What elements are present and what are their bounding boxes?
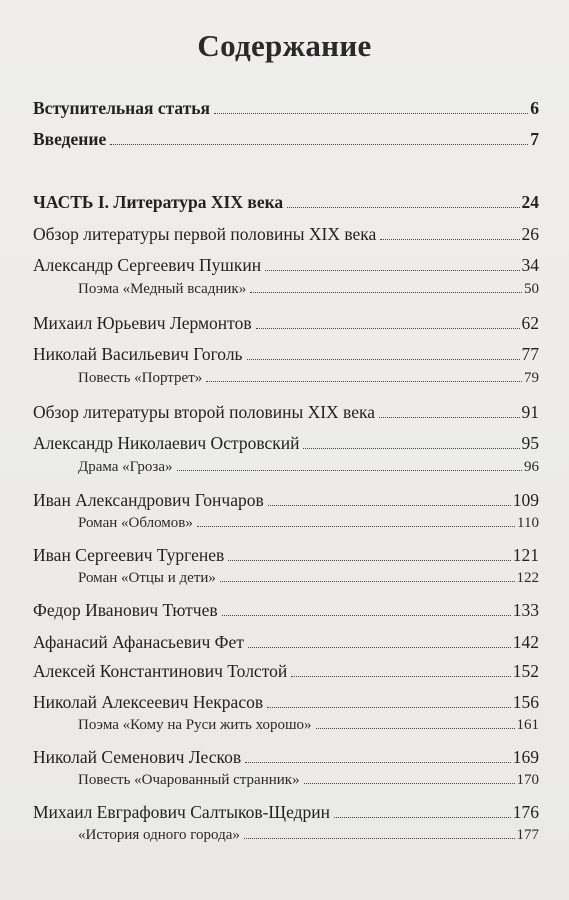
toc-entry (33, 313, 539, 339)
toc-entry-label: Введение (33, 129, 107, 149)
dot-leader (304, 783, 515, 784)
toc-subentry (78, 827, 539, 853)
toc-entry (33, 632, 539, 658)
dot-leader (214, 113, 528, 114)
dot-leader (316, 728, 515, 729)
dot-leader (244, 838, 515, 839)
toc-page-number: 177 (516, 827, 539, 843)
toc-entry-label: Иван Александрович Гончаров (33, 490, 264, 510)
toc-entry (33, 433, 539, 459)
toc-page-number: 170 (516, 772, 539, 788)
dot-leader (267, 707, 511, 708)
toc-page-number: 34 (521, 255, 539, 275)
toc-page-number: 133 (512, 600, 539, 620)
toc-entry-label: Александр Сергеевич Пушкин (33, 255, 262, 275)
toc-entry (33, 692, 539, 718)
dot-leader (268, 505, 511, 506)
toc-entry (33, 224, 539, 250)
toc-entry-label: Михаил Юрьевич Лермонтов (33, 313, 252, 333)
toc-page-number: 122 (516, 570, 539, 586)
toc-entry-label: ЧАСТЬ I. Литература XIX века (33, 192, 284, 212)
dot-leader (245, 762, 511, 763)
toc-subentry (78, 370, 539, 396)
toc-entry-label: Роман «Отцы и дети» (78, 570, 216, 586)
toc-page-number: 24 (521, 192, 539, 212)
toc-entry (33, 661, 539, 687)
toc-entry (33, 802, 539, 828)
toc-entry-label: Обзор литературы первой половины XIX века (33, 224, 377, 244)
toc-subentry (78, 281, 539, 307)
toc-page-number: 169 (512, 747, 539, 767)
dot-leader (334, 817, 511, 818)
dot-leader (379, 417, 520, 418)
toc-entry-label: Драма «Гроза» (78, 459, 173, 475)
toc-page-number: 176 (512, 802, 539, 822)
dot-leader (303, 448, 519, 449)
dot-leader (287, 207, 519, 208)
toc-entry-label: Александр Николаевич Островский (33, 433, 300, 453)
toc-entry (33, 192, 539, 218)
toc-page-number: 161 (516, 717, 539, 733)
toc-page-number: 152 (512, 661, 539, 681)
toc-entry-label: Роман «Обломов» (78, 515, 193, 531)
toc-page-number: 79 (524, 370, 539, 386)
toc-entry-label: Федор Иванович Тютчев (33, 600, 218, 620)
dot-leader (177, 470, 523, 471)
toc-entry (33, 98, 539, 124)
dot-leader (380, 239, 519, 240)
toc-page-number: 26 (521, 224, 539, 244)
toc-entry (33, 344, 539, 370)
toc-subentry (78, 515, 539, 541)
toc-entry-label: Повесть «Портрет» (78, 370, 203, 386)
toc-entry (33, 747, 539, 773)
toc-subentry (78, 459, 539, 485)
dot-leader (247, 359, 520, 360)
dot-leader (110, 144, 528, 145)
toc-entry (33, 600, 539, 626)
toc-page-number: 95 (521, 433, 539, 453)
toc-entry-label: Михаил Евграфович Салтыков-Щедрин (33, 802, 330, 822)
toc-page-number: 142 (512, 632, 539, 652)
toc-subentry (78, 772, 539, 798)
dot-leader (228, 560, 510, 561)
toc-entry (33, 490, 539, 516)
page-title: Содержание (197, 28, 372, 63)
toc-entry-label: Вступительная статья (33, 98, 211, 118)
dot-leader (197, 526, 515, 527)
toc-entry-label: Николай Васильевич Гоголь (33, 344, 243, 364)
toc-page-number: 50 (524, 281, 539, 297)
toc-entry (33, 545, 539, 571)
toc-page-number: 6 (530, 98, 539, 118)
dot-leader (220, 581, 515, 582)
toc-entry-label: Алексей Константинович Толстой (33, 661, 288, 681)
dot-leader (206, 381, 522, 382)
toc-page-number: 156 (512, 692, 539, 712)
toc-page-number: 96 (524, 459, 539, 475)
toc-page-number: 7 (530, 129, 539, 149)
dot-leader (222, 615, 511, 616)
toc-page-number: 77 (521, 344, 539, 364)
toc-entry-label: Обзор литературы второй половины XIX века (33, 402, 375, 422)
toc-subentry (78, 717, 539, 743)
dot-leader (256, 328, 520, 329)
toc-entry-label: «История одного города» (78, 827, 240, 843)
toc-entry-label: Николай Семенович Лесков (33, 747, 242, 767)
toc-entry-label: Поэма «Медный всадник» (78, 281, 247, 297)
toc-entry-label: Повесть «Очарованный странник» (78, 772, 300, 788)
toc-entry (33, 255, 539, 281)
dot-leader (250, 292, 522, 293)
toc-page-number: 109 (512, 490, 539, 510)
toc-page-number: 110 (517, 515, 539, 531)
toc-entry-label: Афанасий Афанасьевич Фет (33, 632, 244, 652)
toc-entry-label: Поэма «Кому на Руси жить хорошо» (78, 717, 312, 733)
toc-entry-label: Николай Алексеевич Некрасов (33, 692, 264, 712)
toc-page-number: 62 (521, 313, 539, 333)
toc-page-number: 91 (521, 402, 539, 422)
dot-leader (265, 270, 519, 271)
dot-leader (291, 676, 511, 677)
toc-page-number: 121 (512, 545, 539, 565)
toc-entry (33, 129, 539, 155)
dot-leader (248, 647, 511, 648)
toc-subentry (78, 570, 539, 596)
toc-entry-label: Иван Сергеевич Тургенев (33, 545, 225, 565)
toc-entry (33, 402, 539, 428)
